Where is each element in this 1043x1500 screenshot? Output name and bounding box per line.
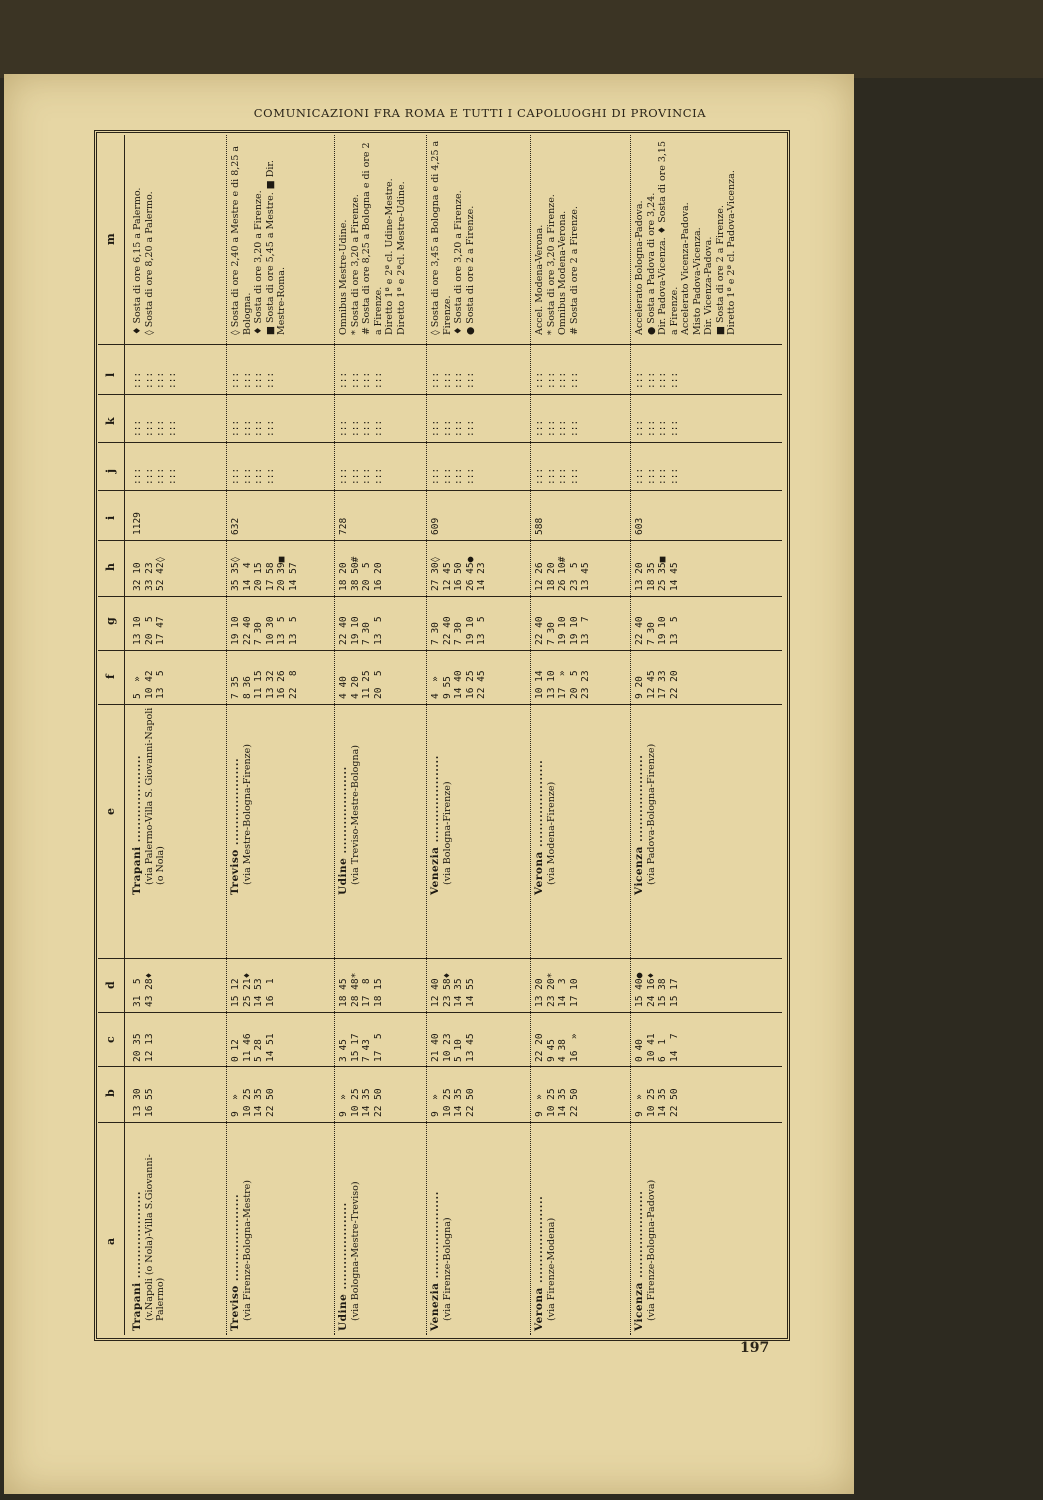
destination-city: [132, 705, 167, 895]
col-h: h: [104, 563, 117, 571]
origin-city: [132, 1141, 167, 1331]
city-name: Trapani .....................: [131, 1190, 143, 1331]
times-col-b: 13 30 16 55: [132, 1088, 155, 1117]
row-notes: Accelerato Bologna-Padova. ● Sosta a Padova di ore 3,24. Dir. Padova-Vicenza. ♦ Sosta di ore 3,15 a Firenze. Accelerato Vicenza-Padova. Misto Padova-Vicenza. Dir. Vicenza-Padova. ■ Sosta di ore 2 a Firenze. Diretto 1ª e 2ª cl. Padova-Vicenza.: [634, 140, 737, 335]
row-notes: ◊ Sosta di ore 3,45 a Bologna e di 4,25 a Firenze. ♦ Sosta di ore 3,20 a Firenze. ● Sosta di ore 2 a Firenze.: [430, 140, 476, 335]
divider: [98, 596, 782, 597]
times-col-d: 15 12 25 21♦ 14 53 16 1: [230, 972, 276, 1007]
destination-city: [634, 705, 657, 895]
destination-city: [338, 705, 361, 895]
divider: [98, 650, 782, 651]
times-col-h: 27 30◊ 12 45 16 50 26 45● 14 23: [430, 556, 487, 591]
times-col-g: 22 40 19 10 7 30 13 5: [338, 616, 384, 645]
times-col-h: 35 35◊ 14 4 20 15 17 58 20 39■ 14 57: [230, 556, 299, 591]
page-top-edge: [0, 0, 1043, 78]
divider: [98, 1122, 782, 1123]
city-name: Verona .....................: [533, 759, 545, 895]
divider: [98, 394, 782, 395]
row-notes: Omnibus Mestre-Udine. * Sosta di ore 3,20 a Firenze. # Sosta di ore 8,25 a Bologna e di ore 2 a Firenze. Diretto 1ª e 2ª cl. Udine-Mestre. Diretto 1ª e 2ªcl. Mestre-Udine.: [338, 142, 407, 335]
times-col-f: 5 » 10 42 13 5: [132, 670, 166, 699]
times-col-g: 19 10 22 40 7 30 10 30 13 5 13 5: [230, 616, 299, 645]
empty-col-l: ::: ::: ::: :::: [338, 371, 384, 389]
times-col-h: 12 26 18 20 26 10# 23 5 13 45: [534, 556, 591, 591]
times-col-h: 18 20 38 50# 20 5 16 20: [338, 556, 384, 591]
divider: [98, 344, 782, 345]
times-col-b: 9 » 10 25 14 35 22 50: [634, 1088, 680, 1117]
route-via: (via Palermo-Villa S. Giovanni-Napoli (o Nola): [143, 707, 166, 885]
route-via: (via Mestre-Bologna-Firenze): [241, 744, 253, 885]
origin-city: [230, 1141, 253, 1331]
divider: [98, 1066, 782, 1067]
times-col-g: 22 40 7 30 19 10 19 10 13 7: [534, 616, 591, 645]
times-col-i: 632: [230, 517, 241, 535]
times-col-c: 3 45 15 17 7 43 17 5: [338, 1033, 384, 1062]
empty-col-k: ::: ::: ::: :::: [132, 419, 178, 437]
times-col-g: 7 30 22 40 7 30 19 10 13 5: [430, 616, 487, 645]
times-col-i: 609: [430, 517, 441, 535]
times-col-f: 4 » 9 55 14 40 16 25 22 45: [430, 670, 487, 699]
empty-col-k: ::: ::: ::: :::: [230, 419, 276, 437]
times-col-d: 13 20 23 20* 14 3 17 10: [534, 972, 580, 1007]
destination-city: [230, 705, 253, 895]
origin-city: [634, 1141, 657, 1331]
route-via: (via Modena-Firenze): [545, 781, 557, 885]
col-m: m: [104, 233, 117, 245]
city-name: Treviso .....................: [229, 1193, 241, 1331]
times-col-b: 9 » 10 25 14 35 22 50: [230, 1088, 276, 1117]
col-j: j: [104, 469, 117, 473]
route-via: (via Firenze-Modena): [545, 1217, 557, 1321]
route-via: (via Bologna-Mestre-Treviso): [349, 1181, 361, 1321]
empty-col-j: ::: ::: ::: :::: [430, 467, 476, 485]
row-separator: [334, 135, 336, 1335]
col-c: c: [104, 1036, 117, 1043]
city-name: Udine .....................: [337, 1202, 349, 1331]
origin-city: [338, 1141, 361, 1331]
divider: [98, 490, 782, 491]
row-separator: [426, 135, 428, 1335]
times-col-b: 9 » 10 25 14 35 22 50: [534, 1088, 580, 1117]
route-via: (v.Napoli (o Nola)-Villa S.Giovanni-Palermo): [143, 1154, 166, 1321]
route-via: (via Bologna-Firenze): [441, 781, 453, 885]
empty-col-l: ::: ::: ::: :::: [132, 371, 178, 389]
route-via: (via Treviso-Mestre-Bologna): [349, 745, 361, 885]
times-col-f: 10 14 13 10 17 » 20 5 23 23: [534, 670, 591, 699]
city-name: Vicenza .....................: [633, 754, 645, 895]
times-col-c: 20 35 12 13: [132, 1033, 155, 1062]
header-rule: [124, 135, 125, 1335]
times-col-f: 4 40 4 20 11 25 20 5: [338, 670, 384, 699]
page-number: 197: [740, 1340, 770, 1356]
empty-col-l: ::: ::: ::: :::: [430, 371, 476, 389]
destination-city: [534, 705, 557, 895]
empty-col-k: ::: ::: ::: :::: [634, 419, 680, 437]
times-col-h: 32 10 33 23 52 42◊: [132, 556, 166, 591]
col-k: k: [104, 417, 117, 425]
city-name: Venezia .....................: [429, 1191, 441, 1331]
destination-city: [430, 705, 453, 895]
timetable: [98, 135, 782, 1335]
times-col-c: 0 40 10 41 6 1 14 7: [634, 1033, 680, 1062]
empty-col-k: ::: ::: ::: :::: [338, 419, 384, 437]
row-notes: ♦ Sosta di ore 6,15 a Palermo. ◊ Sosta di ore 8,20 a Palermo.: [132, 187, 155, 335]
empty-col-j: ::: ::: ::: :::: [634, 467, 680, 485]
times-col-c: 0 12 11 46 5 28 14 51: [230, 1033, 276, 1062]
city-name: Trapani .....................: [131, 754, 143, 895]
route-via: (via Padova-Bologna-Firenze): [645, 743, 657, 885]
times-col-i: 728: [338, 517, 349, 535]
times-col-i: 1129: [132, 512, 143, 535]
col-d: d: [104, 981, 117, 989]
col-a: a: [104, 1237, 117, 1245]
empty-col-j: ::: ::: ::: :::: [534, 467, 580, 485]
origin-city: [534, 1141, 557, 1331]
row-separator: [630, 135, 632, 1335]
city-name: Venezia .....................: [429, 755, 441, 895]
times-col-f: 7 35 8 36 11 15 13 32 16 26 22 8: [230, 670, 299, 699]
times-col-b: 9 » 10 25 14 35 22 50: [430, 1088, 476, 1117]
row-separator: [226, 135, 228, 1335]
times-col-f: 9 20 12 45 17 33 22 20: [634, 670, 680, 699]
times-col-c: 21 40 10 23 5 10 13 45: [430, 1033, 476, 1062]
col-e: e: [104, 808, 117, 815]
empty-col-l: ::: ::: ::: :::: [634, 371, 680, 389]
route-via: (via Firenze-Bologna-Padova): [645, 1179, 657, 1321]
col-f: f: [104, 674, 117, 679]
times-col-d: 12 40 23 58♦ 14 35 14 55: [430, 972, 476, 1007]
empty-col-j: ::: ::: ::: :::: [338, 467, 384, 485]
empty-col-j: ::: ::: ::: :::: [132, 467, 178, 485]
divider: [98, 958, 782, 959]
col-b: b: [104, 1089, 117, 1097]
times-col-g: 22 40 7 30 19 10 13 5: [634, 616, 680, 645]
times-col-d: 31 5 43 28♦: [132, 972, 155, 1007]
col-g: g: [104, 617, 117, 625]
times-col-c: 22 20 9 45 4 38 16 »: [534, 1033, 580, 1062]
times-col-i: 588: [534, 517, 545, 535]
times-col-d: 15 40● 24 16♦ 15 38 15 17: [634, 972, 680, 1007]
times-col-g: 13 10 20 5 17 47: [132, 616, 166, 645]
empty-col-k: ::: ::: ::: :::: [430, 419, 476, 437]
row-notes: Accel. Modena-Verona. * Sosta di ore 3,20 a Firenze. Omnibus Modena-Verona. # Sosta di ore 2 a Firenze.: [534, 194, 580, 335]
times-col-h: 13 20 18 35 25 35■ 14 45: [634, 556, 680, 591]
divider: [98, 442, 782, 443]
times-col-b: 9 » 10 25 14 35 22 50: [338, 1088, 384, 1117]
city-name: Udine .....................: [337, 766, 349, 895]
city-name: Treviso .....................: [229, 757, 241, 895]
city-name: Verona .....................: [533, 1195, 545, 1331]
row-notes: ◊ Sosta di ore 2,40 a Mestre e di 8,25 a Bologna. ♦ Sosta di ore 3,20 a Firenze. ■ Sosta di ore 5,45 a Mestre. ■ Dir. Mestre-Roma.: [230, 145, 287, 335]
empty-col-k: ::: ::: ::: :::: [534, 419, 580, 437]
times-col-i: 603: [634, 517, 645, 535]
col-l: l: [104, 372, 117, 377]
route-via: (via Firenze-Bologna): [441, 1217, 453, 1321]
city-name: Vicenza .....................: [633, 1190, 645, 1331]
empty-col-l: ::: ::: ::: :::: [230, 371, 276, 389]
times-col-d: 18 45 28 48* 17 8 18 15: [338, 972, 384, 1007]
route-via: (via Firenze-Bologna-Mestre): [241, 1180, 253, 1321]
divider: [98, 1012, 782, 1013]
col-i: i: [104, 515, 117, 520]
page-header: COMUNICAZIONI FRA ROMA E TUTTI I CAPOLUOGHI DI PROVINCIA: [253, 106, 707, 120]
origin-city: [430, 1141, 453, 1331]
empty-col-l: ::: ::: ::: :::: [534, 371, 580, 389]
row-separator: [530, 135, 532, 1335]
divider: [98, 540, 782, 541]
empty-col-j: ::: ::: ::: :::: [230, 467, 276, 485]
